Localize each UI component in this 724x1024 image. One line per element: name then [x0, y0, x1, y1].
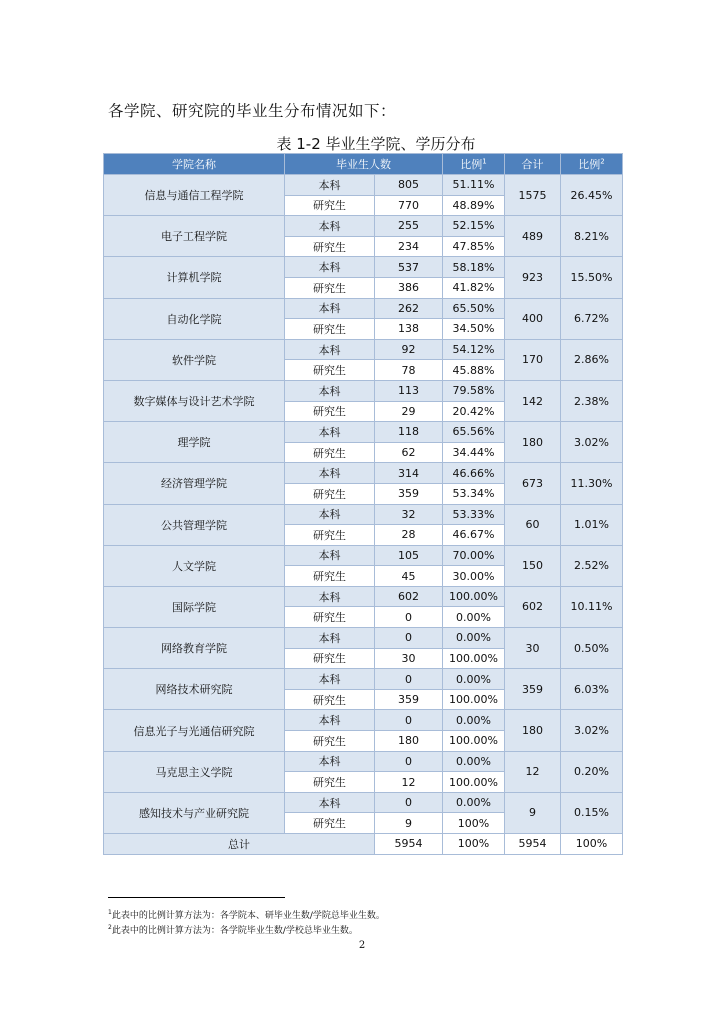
- degree-level: 研究生: [285, 483, 375, 504]
- college-name: 计算机学院: [104, 257, 285, 298]
- college-name: 信息光子与光通信研究院: [104, 710, 285, 751]
- degree-level: 研究生: [285, 566, 375, 587]
- college-total: 602: [505, 586, 561, 627]
- header-ratio-2-label: 比例: [578, 158, 601, 171]
- college-share: 3.02%: [561, 422, 623, 463]
- college-name: 自动化学院: [104, 298, 285, 339]
- degree-level: 本科: [285, 257, 375, 278]
- college-total: 673: [505, 463, 561, 504]
- degree-ratio: 48.89%: [443, 195, 505, 216]
- college-share: 3.02%: [561, 710, 623, 751]
- degree-level: 本科: [285, 298, 375, 319]
- footnote-1: [108, 908, 385, 921]
- degree-level: 研究生: [285, 195, 375, 216]
- graduate-count: 113: [375, 380, 443, 401]
- graduate-count: 314: [375, 463, 443, 484]
- graduate-count: 602: [375, 586, 443, 607]
- college-share: 0.15%: [561, 792, 623, 833]
- degree-level: 本科: [285, 504, 375, 525]
- header-total: 合计: [505, 154, 561, 175]
- college-share: 6.72%: [561, 298, 623, 339]
- graduate-count: 0: [375, 628, 443, 649]
- header-college: 学院名称: [104, 154, 285, 175]
- total-count: 5954: [375, 834, 443, 855]
- table-row: [104, 257, 623, 278]
- degree-level: 本科: [285, 792, 375, 813]
- college-share: 8.21%: [561, 216, 623, 257]
- degree-level: 本科: [285, 669, 375, 690]
- graduate-count: 32: [375, 504, 443, 525]
- degree-level: 研究生: [285, 401, 375, 422]
- page-number: 2: [358, 940, 366, 951]
- degree-ratio: 79.58%: [443, 380, 505, 401]
- degree-ratio: 0.00%: [443, 751, 505, 772]
- graduate-count: 262: [375, 298, 443, 319]
- college-total: 359: [505, 669, 561, 710]
- graduate-count: 255: [375, 216, 443, 237]
- table-header-row: [104, 154, 623, 175]
- degree-ratio: 46.66%: [443, 463, 505, 484]
- intro-text: 各学院、研究院的毕业生分布情况如下：: [108, 102, 397, 120]
- college-name: 数字媒体与设计艺术学院: [104, 380, 285, 421]
- degree-level: 研究生: [285, 277, 375, 298]
- graduate-count: 359: [375, 689, 443, 710]
- college-name: 人文学院: [104, 545, 285, 586]
- graduate-count: 118: [375, 422, 443, 443]
- table-row: [104, 298, 623, 319]
- degree-level: 本科: [285, 175, 375, 196]
- college-total: 150: [505, 545, 561, 586]
- degree-level: 本科: [285, 545, 375, 566]
- footnote-1-text: 此表中的比例计算方法为：各学院本、研毕业生数/学院总毕业生数。: [111, 911, 385, 921]
- graduate-count: 0: [375, 710, 443, 731]
- degree-ratio: 45.88%: [443, 360, 505, 381]
- degree-ratio: 100.00%: [443, 689, 505, 710]
- graduate-count: 0: [375, 792, 443, 813]
- table-row: [104, 751, 623, 772]
- table-total-row: [104, 834, 623, 855]
- graduate-count: 0: [375, 751, 443, 772]
- college-name: 电子工程学院: [104, 216, 285, 257]
- degree-level: 研究生: [285, 731, 375, 752]
- graduate-count: 770: [375, 195, 443, 216]
- table-row: [104, 504, 623, 525]
- graduate-count: 537: [375, 257, 443, 278]
- college-total: 12: [505, 751, 561, 792]
- graduate-count: 9: [375, 813, 443, 834]
- degree-ratio: 54.12%: [443, 339, 505, 360]
- college-total: 180: [505, 710, 561, 751]
- graduate-count: 78: [375, 360, 443, 381]
- header-ratio-2: [561, 154, 623, 175]
- degree-level: 本科: [285, 380, 375, 401]
- degree-level: 本科: [285, 586, 375, 607]
- graduate-count: 30: [375, 648, 443, 669]
- college-total: 30: [505, 628, 561, 669]
- graduate-count: 28: [375, 525, 443, 546]
- degree-ratio: 30.00%: [443, 566, 505, 587]
- degree-ratio: 0.00%: [443, 792, 505, 813]
- graduate-count: 359: [375, 483, 443, 504]
- college-share: 0.20%: [561, 751, 623, 792]
- graduate-count: 234: [375, 236, 443, 257]
- total-sum: 5954: [505, 834, 561, 855]
- college-name: 感知技术与产业研究院: [104, 792, 285, 833]
- college-name: 公共管理学院: [104, 504, 285, 545]
- degree-ratio: 51.11%: [443, 175, 505, 196]
- degree-ratio: 100%: [443, 813, 505, 834]
- table-row: [104, 710, 623, 731]
- college-name: 马克思主义学院: [104, 751, 285, 792]
- college-name: 国际学院: [104, 586, 285, 627]
- college-share: 1.01%: [561, 504, 623, 545]
- table-caption: 表 1-2 毕业生学院、学历分布: [276, 135, 476, 153]
- graduate-count: 105: [375, 545, 443, 566]
- college-share: 2.86%: [561, 339, 623, 380]
- degree-ratio: 0.00%: [443, 669, 505, 690]
- degree-level: 本科: [285, 422, 375, 443]
- degree-ratio: 65.56%: [443, 422, 505, 443]
- college-total: 489: [505, 216, 561, 257]
- college-share: 26.45%: [561, 175, 623, 216]
- college-share: 0.50%: [561, 628, 623, 669]
- table-body: [104, 175, 623, 834]
- degree-level: 本科: [285, 751, 375, 772]
- degree-level: 研究生: [285, 772, 375, 793]
- college-share: 6.03%: [561, 669, 623, 710]
- degree-ratio: 0.00%: [443, 607, 505, 628]
- graduate-count: 92: [375, 339, 443, 360]
- footnote-ref-2: 2: [600, 157, 605, 166]
- degree-level: 研究生: [285, 689, 375, 710]
- header-graduate-count: 毕业生人数: [285, 154, 443, 175]
- footnote-1-mark: 1: [108, 909, 112, 916]
- table-row: [104, 175, 623, 196]
- degree-level: 研究生: [285, 360, 375, 381]
- college-share: 15.50%: [561, 257, 623, 298]
- table-row: [104, 216, 623, 237]
- footnote-2-mark: 2: [108, 924, 112, 931]
- degree-ratio: 0.00%: [443, 628, 505, 649]
- degree-level: 研究生: [285, 319, 375, 340]
- degree-level: 本科: [285, 463, 375, 484]
- degree-level: 研究生: [285, 607, 375, 628]
- degree-ratio: 70.00%: [443, 545, 505, 566]
- college-total: 400: [505, 298, 561, 339]
- total-share: 100%: [561, 834, 623, 855]
- footnote-2-text: 此表中的比例计算方法为：各学院毕业生数/学校总毕业生数。: [111, 926, 358, 936]
- table-row: [104, 422, 623, 443]
- graduate-count: 0: [375, 607, 443, 628]
- degree-ratio: 20.42%: [443, 401, 505, 422]
- graduate-count: 12: [375, 772, 443, 793]
- degree-level: 本科: [285, 710, 375, 731]
- college-name: 经济管理学院: [104, 463, 285, 504]
- college-share: 11.30%: [561, 463, 623, 504]
- degree-ratio: 53.34%: [443, 483, 505, 504]
- total-label: 总计: [104, 834, 375, 855]
- college-name: 理学院: [104, 422, 285, 463]
- graduate-count: 29: [375, 401, 443, 422]
- graduate-count: 0: [375, 669, 443, 690]
- graduate-count: 180: [375, 731, 443, 752]
- degree-level: 研究生: [285, 648, 375, 669]
- degree-ratio: 52.15%: [443, 216, 505, 237]
- college-name: 软件学院: [104, 339, 285, 380]
- table-row: [104, 628, 623, 649]
- footnote-ref-1: 1: [482, 157, 487, 166]
- college-share: 2.52%: [561, 545, 623, 586]
- college-total: 1575: [505, 175, 561, 216]
- degree-level: 本科: [285, 216, 375, 237]
- degree-ratio: 100.00%: [443, 772, 505, 793]
- degree-level: 研究生: [285, 525, 375, 546]
- degree-ratio: 46.67%: [443, 525, 505, 546]
- college-share: 2.38%: [561, 380, 623, 421]
- degree-ratio: 100.00%: [443, 731, 505, 752]
- graduate-count: 45: [375, 566, 443, 587]
- degree-ratio: 53.33%: [443, 504, 505, 525]
- table-row: [104, 586, 623, 607]
- college-name: 信息与通信工程学院: [104, 175, 285, 216]
- college-name: 网络教育学院: [104, 628, 285, 669]
- graduate-count: 62: [375, 442, 443, 463]
- degree-level: 本科: [285, 339, 375, 360]
- table-row: [104, 545, 623, 566]
- college-total: 142: [505, 380, 561, 421]
- table-row: [104, 792, 623, 813]
- college-total: 170: [505, 339, 561, 380]
- footnote-separator: [108, 897, 285, 898]
- degree-ratio: 58.18%: [443, 257, 505, 278]
- total-ratio: 100%: [443, 834, 505, 855]
- degree-ratio: 47.85%: [443, 236, 505, 257]
- graduate-distribution-table: [103, 153, 623, 855]
- header-ratio-1: [443, 154, 505, 175]
- college-total: 9: [505, 792, 561, 833]
- graduate-count: 386: [375, 277, 443, 298]
- header-ratio-1-label: 比例: [460, 158, 483, 171]
- degree-ratio: 0.00%: [443, 710, 505, 731]
- college-total: 180: [505, 422, 561, 463]
- table-row: [104, 669, 623, 690]
- degree-ratio: 41.82%: [443, 277, 505, 298]
- table-row: [104, 380, 623, 401]
- degree-level: 本科: [285, 628, 375, 649]
- graduate-count: 138: [375, 319, 443, 340]
- college-share: 10.11%: [561, 586, 623, 627]
- graduate-count: 805: [375, 175, 443, 196]
- degree-level: 研究生: [285, 236, 375, 257]
- degree-level: 研究生: [285, 813, 375, 834]
- degree-ratio: 100.00%: [443, 586, 505, 607]
- degree-ratio: 65.50%: [443, 298, 505, 319]
- footnote-2: [108, 923, 358, 936]
- table-row: [104, 463, 623, 484]
- college-name: 网络技术研究院: [104, 669, 285, 710]
- table-row: [104, 339, 623, 360]
- college-total: 60: [505, 504, 561, 545]
- degree-ratio: 34.50%: [443, 319, 505, 340]
- degree-level: 研究生: [285, 442, 375, 463]
- degree-ratio: 34.44%: [443, 442, 505, 463]
- college-total: 923: [505, 257, 561, 298]
- degree-ratio: 100.00%: [443, 648, 505, 669]
